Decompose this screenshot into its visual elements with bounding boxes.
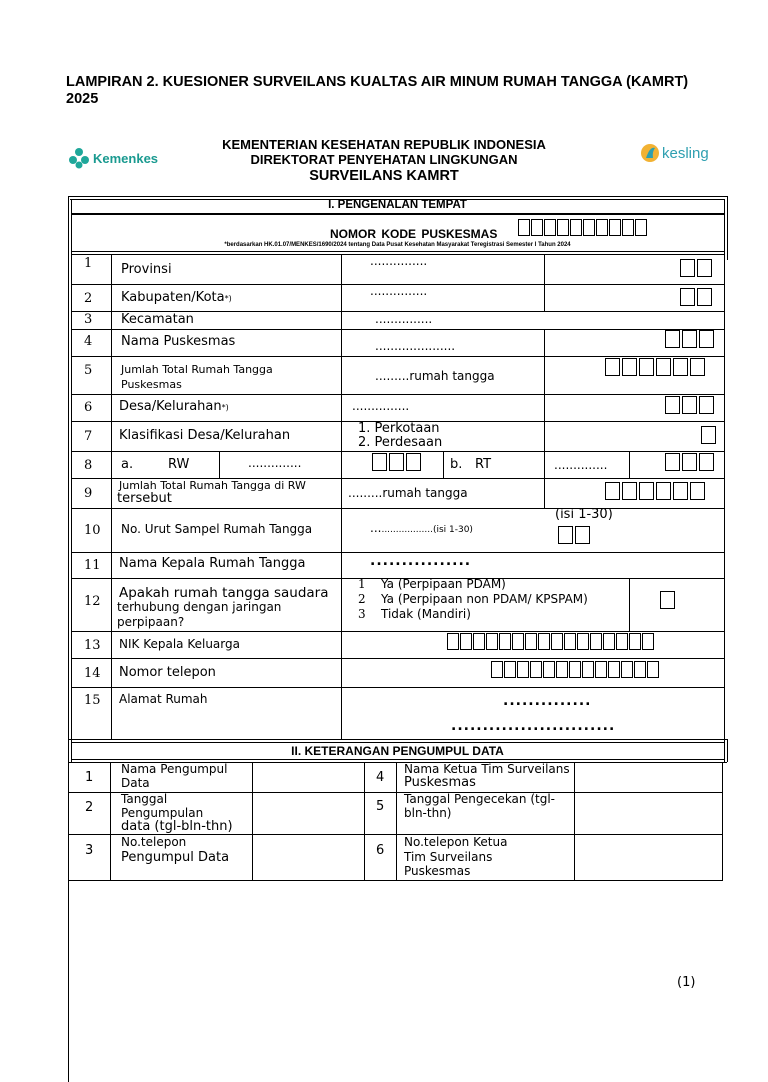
kode-puskesmas-label: NOMOR KODE PUSKESMAS [330,227,498,241]
total-rt-puskesmas-label: Jumlah Total Rumah Tangga [121,363,273,376]
document-title: LAMPIRAN 2. KUESIONER SURVEILANS KUALTAS AIR MINUM RUMAH TANGGA (KAMRT) 2025 [66,74,689,107]
kemenkes-logo: Kemenkes [68,147,158,169]
telepon-ketua-label: No.telepon Ketua Tim Surveilans Puskesmas [404,835,508,878]
nik-boxes[interactable] [447,633,655,650]
nama-pengumpul-field[interactable] [253,763,363,791]
alamat-field-1[interactable]: .............. [503,693,592,709]
row-number: 9 [84,486,93,501]
puskesmas-code-boxes[interactable] [665,330,716,348]
option-mandiri[interactable]: Tidak (Mandiri) [381,607,471,621]
row-number: 11 [84,558,101,573]
row-number: 10 [84,523,101,538]
rt-b-label: b. [450,457,463,472]
rt-field[interactable]: .............. [554,458,608,472]
option-number: 2 [358,592,366,606]
rt-label: RT [475,457,492,472]
total-rt-rw-field[interactable]: .........rumah tangga [348,486,468,500]
total-rt-puskesmas-label-2: Puskesmas [121,378,182,391]
nik-label: NIK Kepala Keluarga [119,637,240,651]
alamat-label: Alamat Rumah [119,692,208,706]
tanggal-pengecekan-label: Tanggal Pengecekan (tgl- bln-thn) [404,792,555,820]
kepala-rt-label: Nama Kepala Rumah Tangga [119,556,306,571]
kemenkes-logo-icon [68,147,90,169]
ministry-name: KEMENTERIAN KESEHATAN REPUBLIK INDONESIA [222,137,546,152]
section2-title: II. KETERANGAN PENGUMPUL DATA [291,744,504,758]
provinsi-label: Provinsi [121,262,172,277]
puskesmas-field[interactable]: ..................... [375,339,456,353]
total-rt-rw-label-2: tersebut [117,491,172,506]
supervisor-row-number: 4 [376,770,385,785]
nama-pengumpul-label: Nama Pengumpul Data [121,762,228,790]
provinsi-field[interactable]: ............... [370,254,428,268]
desa-label: Desa/Kelurahan*) [119,399,229,414]
row-number: 1 [84,256,93,271]
directorate-name: DIREKTORAT PENYEHATAN LINGKUNGAN [250,152,518,167]
total-rt-puskesmas-field[interactable]: .........rumah tangga [375,369,495,383]
total-rt-puskesmas-boxes[interactable] [605,358,707,376]
rw-a-label: a. [121,457,134,472]
kepala-rt-field[interactable]: ................ [370,553,472,569]
row-number: 2 [84,291,93,306]
rw-field[interactable]: .............. [248,456,302,470]
option-perdesaan[interactable]: 2. Perdesaan [358,435,443,450]
row-number: 5 [84,363,93,378]
nama-ketua-label: Nama Ketua Tim Surveilans Puskesmas [404,762,570,790]
kode-footnote: *berdasarkan HK.01.07/MENKES/1690/2024 tentang Data Pusat Kesehatan Masyarakat Teregistrasi Semester I Tahun 2024 [224,242,571,248]
kabupaten-code-boxes[interactable] [680,288,714,306]
supervisor-row-number: 5 [376,799,385,814]
kecamatan-field[interactable]: ............... [375,312,433,326]
telepon-boxes[interactable] [491,661,660,678]
no-urut-note: (isi 1-30) [555,507,613,522]
perpipaan-question-3: perpipaan? [117,615,185,629]
supervisor-row-number: 6 [376,843,385,858]
kode-puskesmas-boxes[interactable] [518,219,648,236]
collector-row-number: 2 [85,800,94,815]
collector-row-number: 3 [85,843,94,858]
kesling-logo: kesling [640,142,709,164]
collector-row-number: 1 [85,770,94,785]
kesling-logo-icon [640,142,660,164]
kabupaten-field[interactable]: ............... [370,284,428,298]
row-number: 3 [84,312,93,327]
no-urut-field[interactable]: .....................(isi 1-30) [370,521,473,535]
rt-code-boxes[interactable] [665,453,716,471]
row-number: 8 [84,458,93,473]
kecamatan-label: Kecamatan [121,312,194,327]
klasifikasi-box[interactable] [701,426,718,444]
option-number: 3 [358,607,366,621]
form-name: SURVEILANS KAMRT [309,168,459,184]
perpipaan-question: Apakah rumah tangga saudara [119,585,329,601]
provinsi-code-boxes[interactable] [680,259,714,277]
rw-code-boxes[interactable] [372,453,423,471]
no-urut-boxes[interactable] [558,526,592,544]
row-number: 12 [84,594,101,609]
option-pdam[interactable]: Ya (Perpipaan PDAM) [381,577,506,591]
tanggal-pengecekan-field[interactable] [575,793,721,833]
telepon-ketua-field[interactable] [575,835,721,879]
tanggal-pengumpulan-label: Tanggal Pengumpulan data (tgl-bln-thn) [121,792,233,834]
total-rt-rw-boxes[interactable] [605,482,707,500]
nama-ketua-field[interactable] [575,763,721,791]
total-rt-rw-label: Jumlah Total Rumah Tangga di RW [119,479,306,492]
telepon-label: Nomor telepon [119,665,216,680]
no-urut-label: No. Urut Sampel Rumah Tangga [121,522,313,536]
row-number: 13 [84,638,101,653]
rw-label: RW [168,457,190,472]
option-perkotaan[interactable]: 1. Perkotaan [358,421,440,436]
page-number: (1) [677,975,696,990]
row-number: 6 [84,400,93,415]
section1-title: I. PENGENALAN TEMPAT [328,199,467,211]
desa-field[interactable]: ............... [352,399,410,413]
perpipaan-box[interactable] [660,591,677,609]
row-number: 7 [84,429,93,444]
row-number: 15 [84,693,101,708]
desa-code-boxes[interactable] [665,396,716,414]
row-number: 4 [84,334,93,349]
perpipaan-question-2: terhubung dengan jaringan [117,600,282,614]
puskesmas-label: Nama Puskesmas [121,334,236,349]
telepon-pengumpul-field[interactable] [253,835,363,879]
option-non-pdam[interactable]: Ya (Perpipaan non PDAM/ KPSPAM) [381,592,588,606]
alamat-field-2[interactable]: .......................... [451,718,616,734]
telepon-pengumpul-label: No.telepon Pengumpul Data [121,835,230,865]
kabupaten-label: Kabupaten/Kota*) [121,290,232,305]
option-number: 1 [358,577,366,591]
klasifikasi-label: Klasifikasi Desa/Kelurahan [119,428,291,443]
row-number: 14 [84,666,101,681]
tanggal-pengumpulan-field[interactable] [253,793,363,833]
